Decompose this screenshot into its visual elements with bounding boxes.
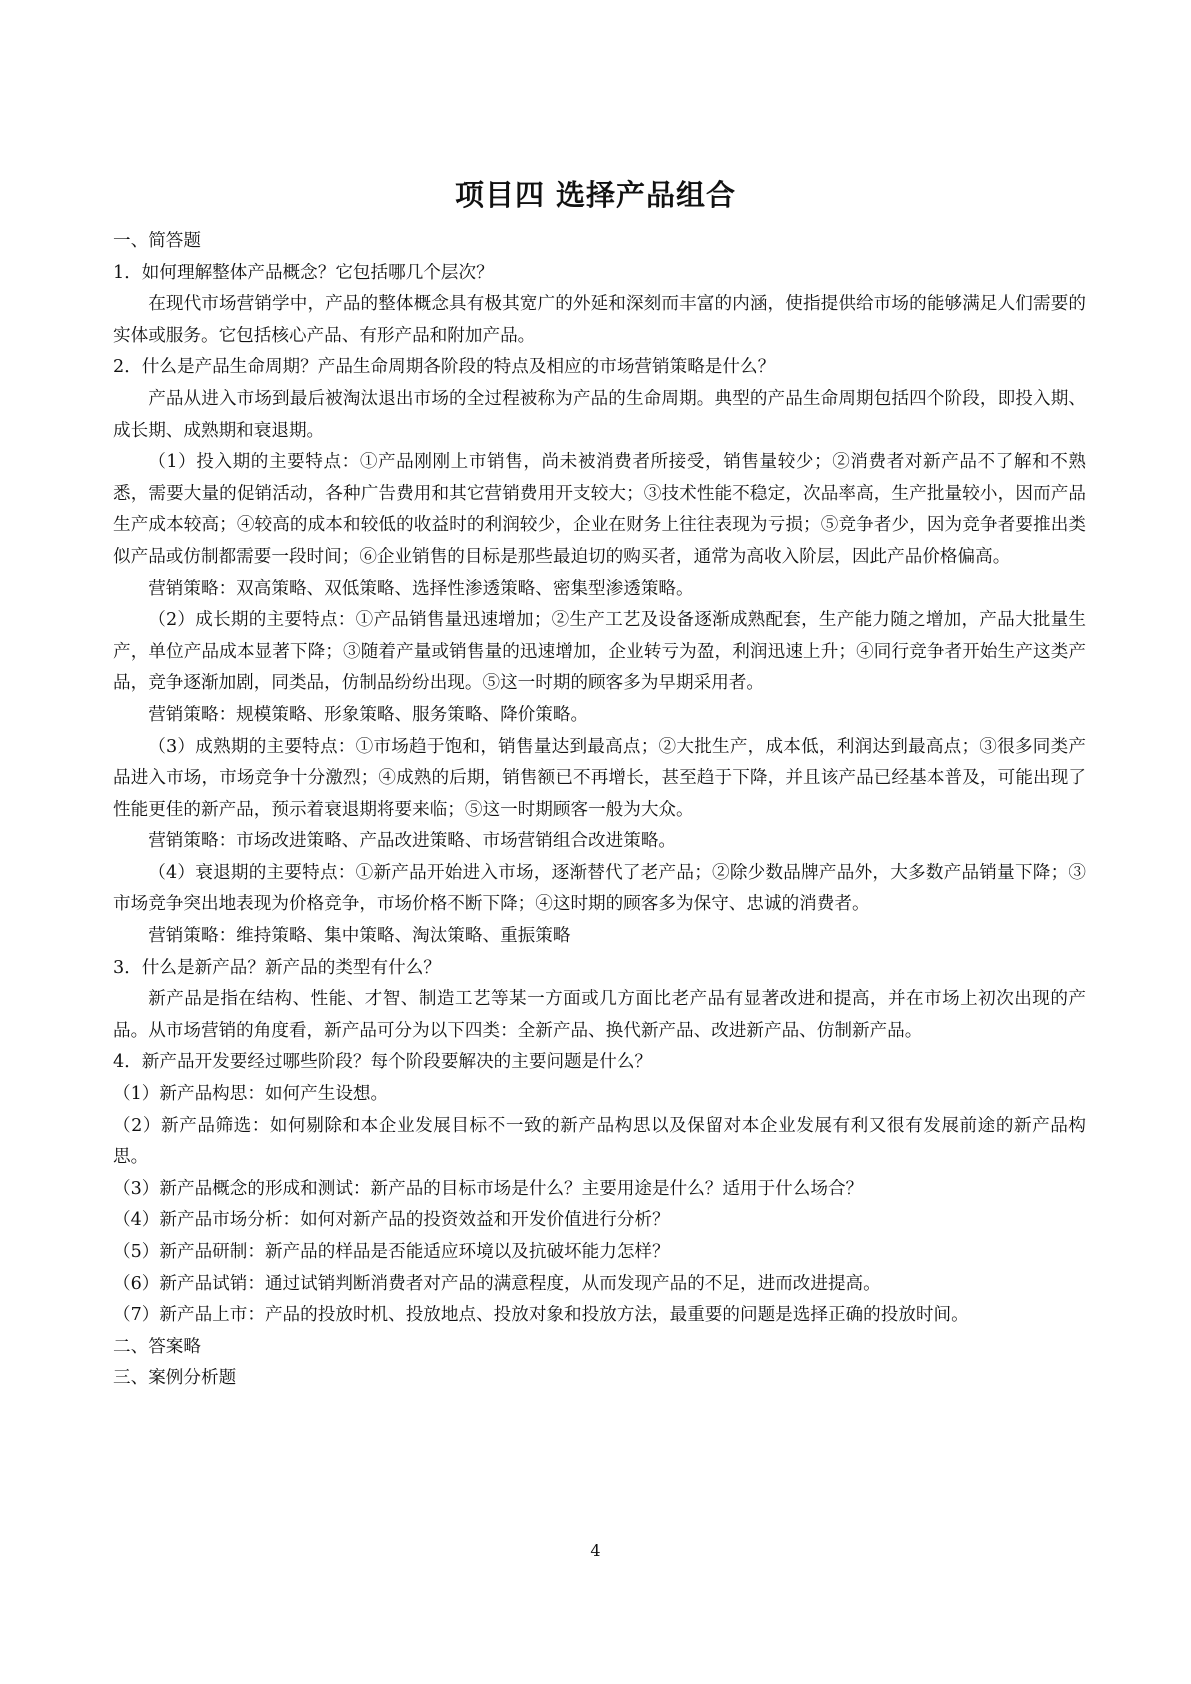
answer-paragraph: （1）投入期的主要特点：①产品刚刚上市销售，尚未被消费者所接受，销售量较少；②消费者对新产品不了解和不熟悉，需要大量的促销活动，各种广告费用和其它营销费用开支较大；③技术性能不稳定，次品率高，生产批量较小，因而产品生产成本较高；④较高的成本和较低的收益时的利润较少，企业在财务上往往表现为亏损；⑤竞争者少，因为竞争者要推出类似产品或仿制都需要一段时间；⑥企业销售的目标是那些最迫切的购买者，通常为高收入阶层，因此产品价格偏高。 [113, 452, 1086, 567]
answer-paragraph: 产品从进入市场到最后被淘汰退出市场的全过程被称为产品的生命周期。典型的产品生命周期包括四个阶段，即投入期、成长期、成熟期和衰退期。 [113, 388, 1086, 441]
section-heading: 二、答案略 [113, 1336, 201, 1357]
list-item: （3）新产品概念的形成和测试：新产品的目标市场是什么？主要用途是什么？适用于什么场合？ [113, 1178, 864, 1199]
answer-paragraph: （4）衰退期的主要特点：①新产品开始进入市场，逐渐替代了老产品；②除少数品牌产品外，大多数产品销量下降；③市场竞争突出地表现为价格竞争，市场价格不断下降；④这时期的顾客多为保守、忠诚的消费者。 [113, 862, 1086, 915]
strategy-line: 营销策略：维持策略、集中策略、淘汰策略、重振策略 [148, 926, 571, 947]
list-item: （7）新产品上市：产品的投放时机、投放地点、投放对象和投放方法，最重要的问题是选择正确的投放时间。 [113, 1305, 969, 1326]
question: 3．什么是新产品？新产品的类型有什么？ [113, 957, 441, 978]
strategy-line: 营销策略：规模策略、形象策略、服务策略、降价策略。 [148, 704, 589, 725]
question: 1．如何理解整体产品概念？它包括哪几个层次？ [113, 262, 494, 283]
section-heading: 三、案例分析题 [113, 1368, 237, 1389]
list-item: （2）新产品筛选：如何剔除和本企业发展目标不一致的新产品构思以及保留对本企业发展有利又很有发展前途的新产品构思。 [113, 1115, 1086, 1168]
answer-paragraph: 在现代市场营销学中，产品的整体概念具有极其宽广的外延和深刻而丰富的内涵，使指提供给市场的能够满足人们需要的实体或服务。它包括核心产品、有形产品和附加产品。 [113, 294, 1086, 346]
list-item: （5）新产品研制：新产品的样品是否能适应环境以及抗破坏能力怎样？ [113, 1242, 670, 1262]
document-body [113, 226, 1086, 1395]
strategy-line: 营销策略：双高策略、双低策略、选择性渗透策略、密集型渗透策略。 [148, 578, 694, 599]
section-heading: 一、简答题 [113, 231, 201, 251]
question: 2．什么是产品生命周期？产品生命周期各阶段的特点及相应的市场营销策略是什么？ [113, 357, 776, 378]
page-title: 项目四 选择产品组合 [454, 178, 737, 212]
question: 4．新产品开发要经过哪些阶段？每个阶段要解决的主要问题是什么？ [113, 1052, 653, 1073]
list-item: （4）新产品市场分析：如何对新产品的投资效益和开发价值进行分析？ [113, 1210, 670, 1231]
strategy-line: 营销策略：市场改进策略、产品改进策略、市场营销组合改进策略。 [148, 831, 677, 852]
answer-paragraph: （3）成熟期的主要特点：①市场趋于饱和，销售量达到最高点；②大批生产，成本低，利润达到最高点；③很多同类产品进入市场，市场竞争十分激烈；④成熟的后期，销售额已不再增长，甚至趋于下降，并且该产品已经基本普及，可能出现了性能更佳的新产品，预示着衰退期将要来临；⑤这一时期顾客一般为大众。 [113, 736, 1086, 820]
list-item: （6）新产品试销：通过试销判断消费者对产品的满意程度，从而发现产品的不足，进而改进提高。 [113, 1273, 881, 1294]
answer-paragraph: （2）成长期的主要特点：①产品销售量迅速增加；②生产工艺及设备逐渐成熟配套，生产能力随之增加，产品大批量生产，单位产品成本显著下降；③随着产量或销售量的迅速增加，企业转亏为盈，利润迅速上升；④同行竞争者开始生产这类产品，竞争逐渐加剧，同类品，仿制品纷纷出现。⑤这一时期的顾客多为早期采用者。 [113, 610, 1086, 694]
page-number: 4 [590, 1541, 601, 1560]
list-item: （1）新产品构思：如何产生设想。 [113, 1084, 389, 1105]
answer-paragraph: 新产品是指在结构、性能、才智、制造工艺等某一方面或几方面比老产品有显著改进和提高，并在市场上初次出现的产品。从市场营销的角度看，新产品可分为以下四类：全新产品、换代新产品、改进新产品、仿制新产品。 [113, 989, 1086, 1041]
